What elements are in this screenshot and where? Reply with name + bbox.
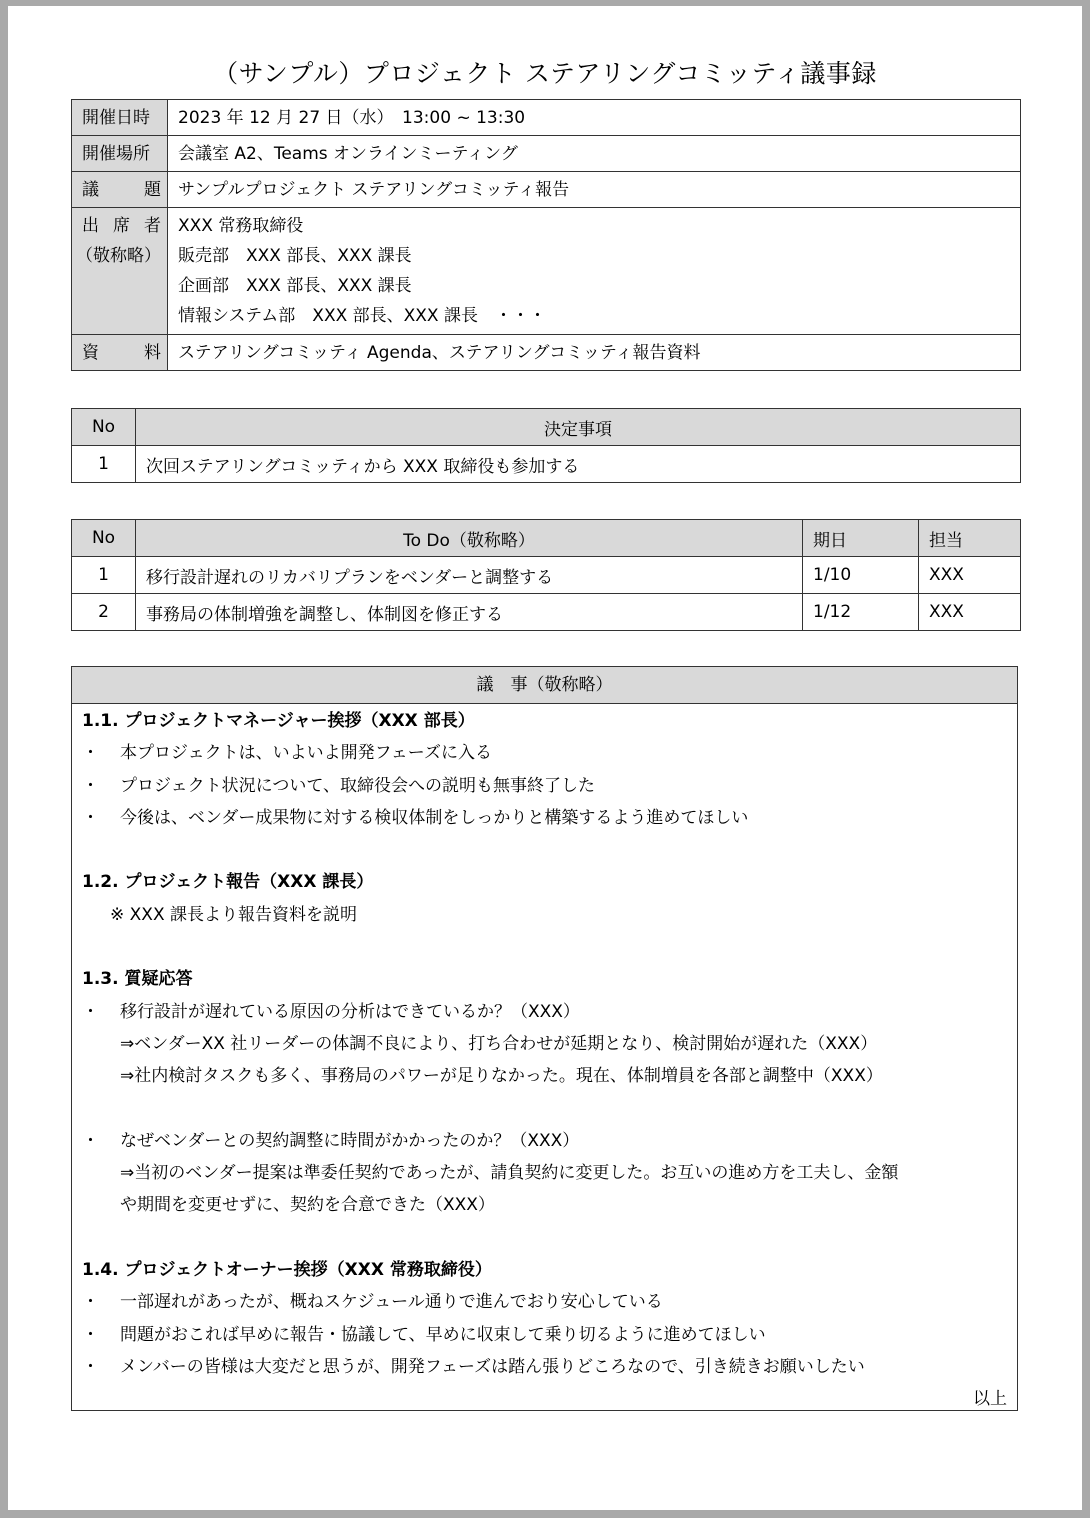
decisions-header-no: No [72, 409, 136, 446]
attendee-line: XXX 常務取締役 [178, 216, 304, 236]
bullet-item [82, 737, 1007, 769]
blank-line [82, 1222, 1007, 1254]
bullet-text: 今後は、ベンダー成果物に対する検収体制をしっかりと構築するよう進めてほしい [120, 807, 749, 828]
answer-line: ⇒当初のベンダー提案は準委任契約であったが、請負契約に変更した。お互いの進め方を工夫し、金額 [120, 1163, 899, 1184]
bullet-item [82, 770, 1007, 802]
todo-owner: XXX [919, 594, 1021, 631]
place-row [72, 136, 1021, 172]
section-heading: 1.1. プロジェクトマネージャー挨拶（XXX 部長） [82, 711, 475, 731]
page-title: （サンプル）プロジェクト ステアリングコミッティ議事録 [213, 59, 877, 88]
bullet-text: 問題がおこれば早めに報告・協議して、早めに収束して乗り切るように進めてほしい [120, 1324, 766, 1345]
table-row [72, 594, 1021, 631]
attendee-line: 販売部 XXX 部長、XXX 課長 [178, 246, 412, 266]
bullet-text: 本プロジェクトは、いよいよ開発フェーズに入る [120, 743, 492, 764]
todo-header-due: 期日 [803, 520, 919, 557]
decisions-header-row [72, 409, 1021, 446]
minutes-header: 議 事（敬称略） [72, 667, 1017, 704]
todo-no: 2 [72, 594, 136, 631]
bullet-item [82, 1319, 1007, 1351]
agenda-label [72, 172, 168, 208]
date-label: 開催日時 [72, 100, 168, 136]
attendees-label-sub: （敬称略） [76, 246, 161, 266]
todo-header-row [72, 520, 1021, 557]
date-value: 2023 年 12 月 27 日（水） 13:00 ~ 13:30 [168, 100, 1021, 136]
materials-label-char-1: 資 [82, 343, 99, 363]
bullet-icon: ・ [82, 1324, 99, 1345]
todo-no: 1 [72, 557, 136, 594]
attendees-label [72, 208, 168, 335]
minutes-body [72, 704, 1017, 1416]
blank-line [82, 1093, 1007, 1125]
decision-item: 次回ステアリングコミッティから XXX 取締役も参加する [136, 446, 1021, 483]
bullet-icon: ・ [82, 775, 99, 796]
agenda-value: サンプルプロジェクト ステアリングコミッティ報告 [168, 172, 1021, 208]
agenda-label-char-2: 題 [144, 180, 161, 200]
bullet-icon: ・ [82, 1001, 99, 1022]
todo-due: 1/12 [803, 594, 919, 631]
materials-label-char-2: 料 [144, 343, 161, 363]
bullet-icon: ・ [82, 1356, 99, 1377]
closing-text: 以上 [973, 1389, 1007, 1410]
bullet-item [82, 802, 1007, 834]
bullet-item [82, 1286, 1007, 1318]
todo-owner: XXX [919, 557, 1021, 594]
attendee-line: 企画部 XXX 部長、XXX 課長 [178, 276, 412, 296]
bullet-item [82, 1351, 1007, 1383]
materials-label [72, 335, 168, 371]
bullet-icon: ・ [82, 807, 99, 828]
todo-item: 事務局の体制増強を調整し、体制図を修正する [136, 594, 803, 631]
place-value: 会議室 A2、Teams オンラインミーティング [168, 136, 1021, 172]
answer-line: や期間を変更せずに、契約を合意できた（XXX） [120, 1195, 495, 1216]
place-label: 開催場所 [72, 136, 168, 172]
answer-line: ⇒社内検討タスクも多く、事務局のパワーが足りなかった。現在、体制増員を各部と調整中（XXX） [120, 1066, 883, 1087]
table-row [72, 446, 1021, 483]
bullet-text: プロジェクト状況について、取締役会への説明も無事終了した [120, 775, 595, 796]
bullet-item [82, 1125, 1007, 1157]
question-text: なぜベンダーとの契約調整に時間がかかったのか？（XXX） [120, 1130, 580, 1151]
note-line: ※ XXX 課長より報告資料を説明 [110, 904, 357, 925]
document-page [8, 6, 1082, 1510]
agenda-label-char-1: 議 [82, 180, 99, 200]
todo-header-no: No [72, 520, 136, 557]
attendees-label-char-2: 席 [113, 216, 130, 236]
table-row [72, 557, 1021, 594]
section-heading: 1.2. プロジェクト報告（XXX 課長） [82, 872, 374, 893]
todo-table [71, 519, 1021, 631]
blank-line [82, 931, 1007, 963]
section-heading: 1.3. 質疑応答 [82, 969, 193, 990]
bullet-icon: ・ [82, 1292, 99, 1313]
attendees-label-char-3: 者 [144, 216, 161, 236]
attendees-label-char-1: 出 [82, 216, 99, 236]
date-row [72, 100, 1021, 136]
minutes-box [71, 666, 1018, 1411]
bullet-item [82, 996, 1007, 1028]
bullet-text: メンバーの皆様は大変だと思うが、開発フェーズは踏ん張りどころなので、引き続きお願いしたい [120, 1356, 865, 1377]
attendees-value [168, 208, 1021, 335]
bullet-icon: ・ [82, 1130, 99, 1151]
todo-item: 移行設計遅れのリカバリプランをベンダーと調整する [136, 557, 803, 594]
todo-header-item: To Do（敬称略） [136, 520, 803, 557]
section-heading: 1.4. プロジェクトオーナー挨拶（XXX 常務取締役） [82, 1260, 492, 1281]
meeting-info-table [71, 99, 1021, 371]
materials-row [72, 335, 1021, 371]
answer-line: ⇒ベンダーXX 社リーダーの体調不良により、打ち合わせが延期となり、検討開始が遅れた（XXX） [120, 1033, 878, 1054]
question-text: 移行設計が遅れている原因の分析はできているか？（XXX） [120, 1001, 580, 1022]
agenda-row [72, 172, 1021, 208]
decision-no: 1 [72, 446, 136, 483]
blank-line [82, 834, 1007, 866]
todo-header-owner: 担当 [919, 520, 1021, 557]
bullet-icon: ・ [82, 743, 99, 764]
materials-value: ステアリングコミッティ Agenda、ステアリングコミッティ報告資料 [168, 335, 1021, 371]
attendees-row [72, 208, 1021, 335]
decisions-table [71, 408, 1021, 483]
decisions-header-item: 決定事項 [136, 409, 1021, 446]
todo-due: 1/10 [803, 557, 919, 594]
attendee-line: 情報システム部 XXX 部長、XXX 課長 ・・・ [178, 306, 546, 326]
bullet-text: 一部遅れがあったが、概ねスケジュール通りで進んでおり安心している [120, 1292, 663, 1313]
